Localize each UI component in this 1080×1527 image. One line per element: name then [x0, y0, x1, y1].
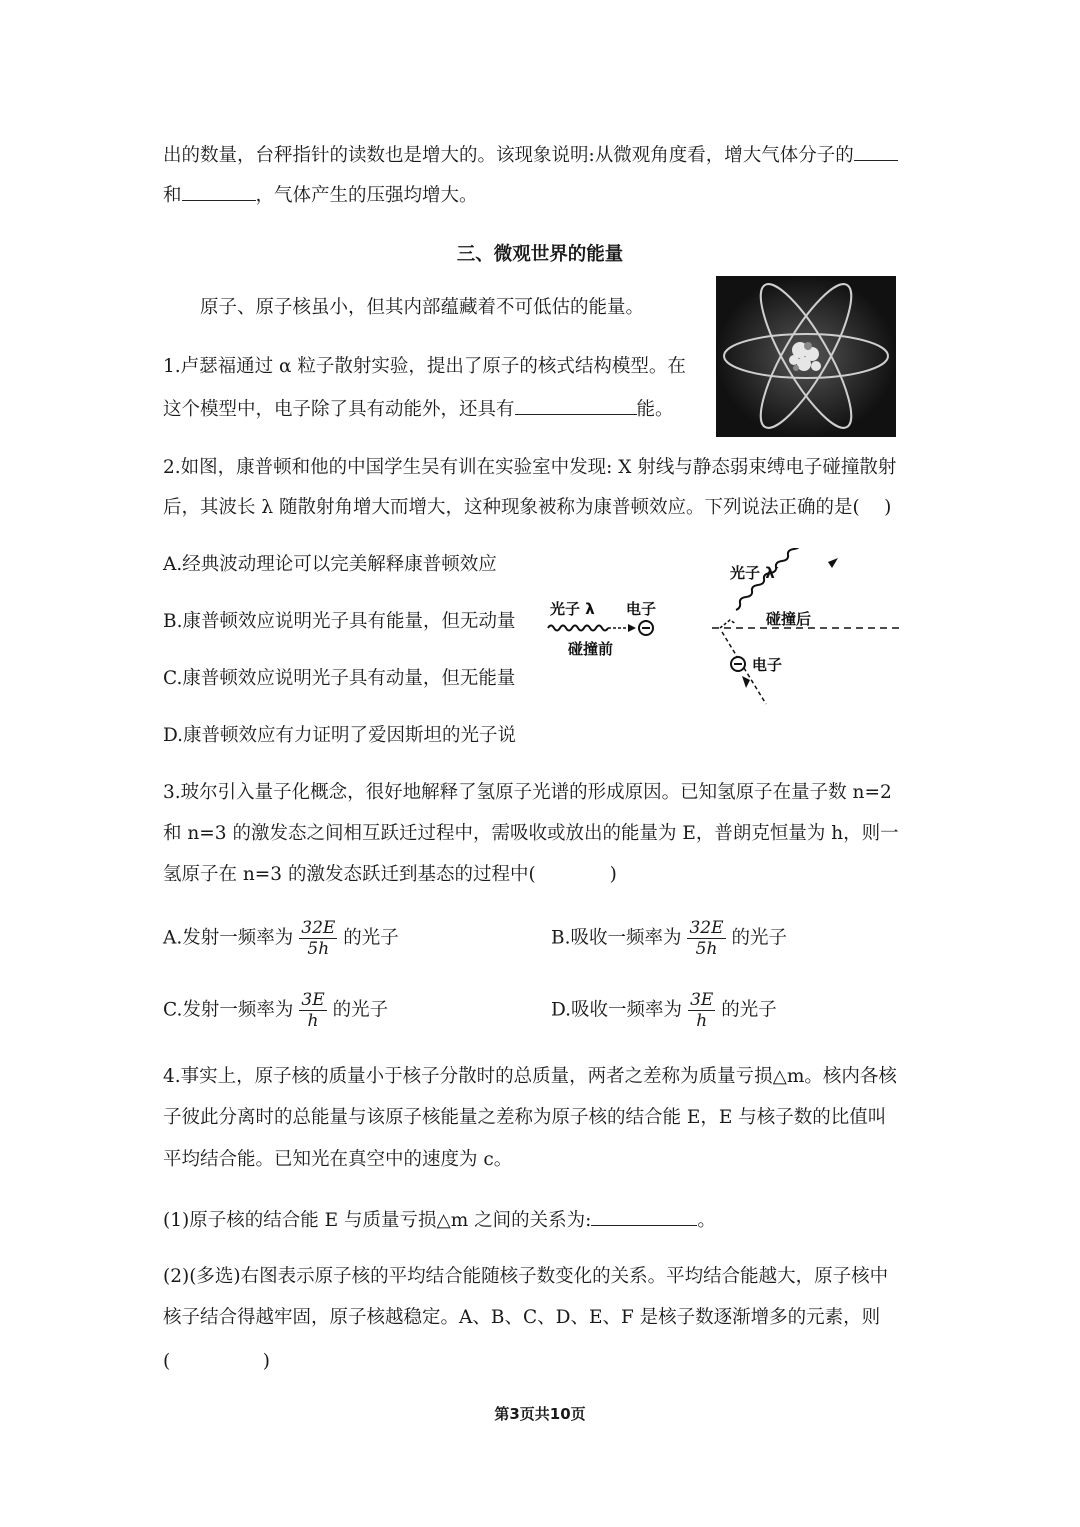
- answer-blank: [515, 396, 637, 415]
- q2-line-2: 后，其波长 λ 随散射角增大而增大，这种现象被称为康普顿效应。下列说法正确的是( ): [163, 497, 892, 518]
- atom-model-image: [716, 276, 896, 437]
- q3-option-b: B.吸收一频率为 $\frac{32E}{5h}$ 的光子: [551, 918, 788, 959]
- q4-sub2-line-3: ( ): [163, 1351, 270, 1372]
- q2-option-b: B.康普顿效应说明光子具有能量，但无动量: [163, 611, 516, 632]
- arrowhead-icon: [828, 558, 838, 568]
- q3-line-2: 和 n=3 的激发态之间相互跃迁过程中，需吸收或放出的能量为 E，普朗克恒量为 h，则一: [163, 823, 899, 844]
- after-collision-label: 碰撞后: [766, 610, 812, 628]
- fraction: $\frac{32E}{5h}$: [301, 918, 336, 959]
- q4-line-3: 平均结合能。已知光在真空中的速度为 c。: [163, 1149, 513, 1170]
- q3-line-3: 氢原子在 n=3 的激发态跃迁到基态的过程中( ): [163, 864, 617, 885]
- intro-line-1: 出的数量，台秤指针的读数也是增大的。该现象说明:从微观角度看，增大气体分子的: [163, 142, 898, 168]
- q4-sub1: (1)原子核的结合能 E 与质量亏损△m 之间的关系为: 。: [163, 1207, 716, 1233]
- answer-blank: [854, 142, 898, 161]
- compton-scattering-diagram: [540, 548, 910, 718]
- page-footer: 第3页共10页: [494, 1405, 586, 1423]
- photon-before-label: 光子 λ: [550, 600, 595, 618]
- lead-paragraph: 原子、原子核虽小，但其内部蕴藏着不可低估的能量。: [200, 297, 645, 318]
- before-collision-label: 碰撞前: [568, 640, 614, 658]
- q2-line-1: 2.如图，康普顿和他的中国学生吴有训在实验室中发现: X 射线与静态弱束缚电子碰撞散射: [163, 457, 897, 478]
- answer-blank: [182, 182, 256, 201]
- q4-sub2-line-2: 核子结合得越牢固，原子核越稳定。A、B、C、D、E、F 是核子数逐渐增多的元素，则: [163, 1307, 881, 1328]
- q4-sub2-line-1: (2)(多选)右图表示原子核的平均结合能随核子数变化的关系。平均结合能越大，原子核中: [163, 1266, 889, 1287]
- fraction: $\frac{32E}{5h}$: [689, 918, 724, 959]
- electron-after-label: 电子: [752, 656, 783, 674]
- incoming-photon-wave: [548, 626, 608, 631]
- q3-line-1: 3.玻尔引入量子化概念，很好地解释了氢原子光谱的形成原因。已知氢原子在量子数 n=2: [163, 782, 892, 803]
- section-title: 三、微观世界的能量: [456, 244, 624, 265]
- q3-option-c: C.发射一频率为 $\frac{3E}{h}$ 的光子: [163, 990, 389, 1031]
- photon-after-label: 光子 λ′: [730, 564, 779, 582]
- q2-option-d: D.康普顿效应有力证明了爱因斯坦的光子说: [163, 725, 517, 746]
- intro-line-2: 和 ，气体产生的压强均增大。: [163, 182, 478, 208]
- fraction: $\frac{3E}{h}$: [301, 990, 325, 1031]
- q4-line-1: 4.事实上，原子核的质量小于核子分散时的总质量，两者之差称为质量亏损△m。核内各核: [163, 1066, 897, 1087]
- q2-option-c: C.康普顿效应说明光子具有动量，但无能量: [163, 668, 516, 689]
- q1-line-1: 1.卢瑟福通过 α 粒子散射实验，提出了原子的核式结构模型。在: [163, 356, 686, 377]
- q3-option-a: A.发射一频率为 $\frac{32E}{5h}$ 的光子: [163, 918, 399, 959]
- fraction: $\frac{3E}{h}$: [690, 990, 714, 1031]
- q3-option-d: D.吸收一频率为 $\frac{3E}{h}$ 的光子: [551, 990, 777, 1031]
- arrowhead-icon: [742, 676, 750, 688]
- q1-line-2: 这个模型中，电子除了具有动能外，还具有 能。: [163, 396, 674, 422]
- q4-line-2: 子彼此分离时的总能量与该原子核能量之差称为原子核的结合能 E，E 与核子数的比值叫: [163, 1107, 887, 1128]
- arrowhead-icon: [628, 624, 636, 632]
- electron-before-label: 电子: [626, 600, 657, 618]
- q2-option-a: A.经典波动理论可以完美解释康普顿效应: [163, 554, 497, 575]
- answer-blank: [591, 1207, 697, 1226]
